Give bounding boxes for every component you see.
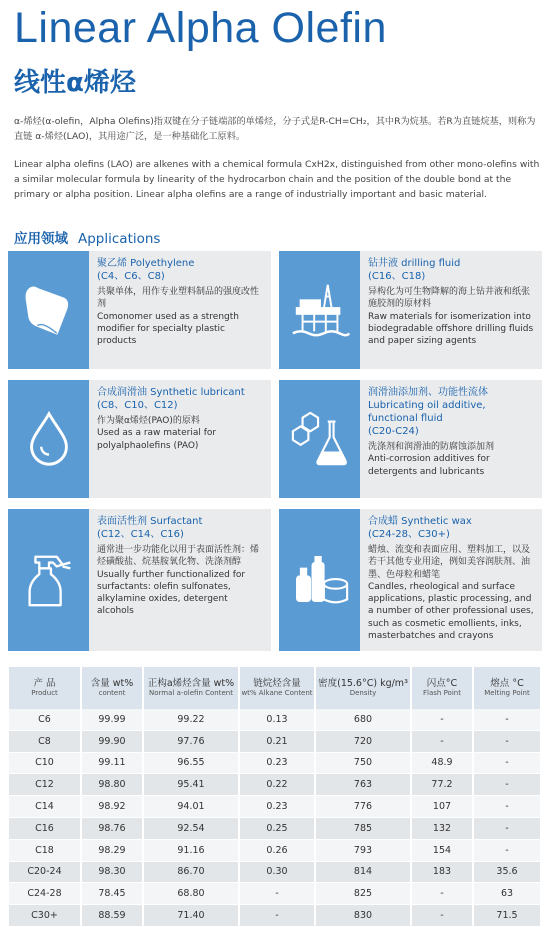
column-header: 密度(15.6°C) kg/m³ Density bbox=[315, 667, 411, 709]
card-heading: 聚乙烯 Polyethylene bbox=[97, 258, 195, 269]
table-cell: 0.21 bbox=[239, 730, 315, 752]
table-cell: 98.80 bbox=[81, 774, 143, 796]
table-cell: 132 bbox=[411, 817, 473, 839]
card-carbon-range: (C12、C14、C16) bbox=[97, 529, 184, 540]
card-carbon-range: (C16、C18) bbox=[368, 271, 426, 282]
card-desc-en: Anti-corrosion additives for detergents and lubricants bbox=[368, 454, 490, 477]
table-cell: C10 bbox=[9, 752, 81, 774]
card-desc-cn: 通常进一步功能化以用于表面活性剂：烯烃磺酸盐、烷基胺氧化物、洗涤剂醇 bbox=[97, 545, 260, 568]
column-header: 链烷烃含量 wt% Alkane Content bbox=[239, 667, 315, 709]
table-cell: - bbox=[411, 883, 473, 905]
table-row bbox=[9, 905, 541, 927]
table-cell: 785 bbox=[315, 817, 411, 839]
table-cell: C20-24 bbox=[9, 861, 81, 883]
table-cell: 91.16 bbox=[143, 839, 239, 861]
table-cell: 825 bbox=[315, 883, 411, 905]
table-cell: 63 bbox=[473, 883, 541, 905]
table-cell: - bbox=[239, 905, 315, 927]
application-card-polyethylene bbox=[8, 251, 271, 369]
table-row bbox=[9, 752, 541, 774]
table-row bbox=[9, 839, 541, 861]
card-desc-cn: 共聚单体，用作专业塑料制品的强度改性剂 bbox=[97, 287, 260, 310]
table-cell: C14 bbox=[9, 796, 81, 818]
column-header: 熔点 °C Melting Point bbox=[473, 667, 541, 709]
intro-english: Linear alpha olefins (LAO) are alkenes with a chemical formula CxH2x, distinguished from other mono-olefins with a similar molecular formula by linearity of the hydrocarbon chain and the position of the double bond at the primary or alpha position. Linear alpha olefins are a range of industrially important and basic material. bbox=[14, 159, 540, 200]
table-cell: 95.41 bbox=[143, 774, 239, 796]
cosmetics-icon bbox=[279, 509, 360, 651]
table-cell: 0.25 bbox=[239, 817, 315, 839]
column-header: 含量 wt% content bbox=[81, 667, 143, 709]
table-cell: 0.13 bbox=[239, 709, 315, 730]
table-cell: 98.29 bbox=[81, 839, 143, 861]
table-cell: 720 bbox=[315, 730, 411, 752]
card-desc-cn: 异构化为可生物降解的海上钻井液和纸张施胶剂的原材料 bbox=[368, 287, 531, 310]
table-row bbox=[9, 883, 541, 905]
spray-bottle-icon bbox=[8, 509, 89, 651]
table-cell: 99.11 bbox=[81, 752, 143, 774]
card-heading: 钻井液 drilling fluid bbox=[368, 258, 461, 269]
table-cell: - bbox=[473, 752, 541, 774]
card-desc-en: Raw materials for isomerization into biodegradable offshore drilling fluids and paper sizing agents bbox=[368, 311, 534, 347]
card-heading: 合成蜡 Synthetic wax bbox=[368, 516, 472, 527]
table-cell: - bbox=[411, 730, 473, 752]
table-cell: 88.59 bbox=[81, 905, 143, 927]
table-cell: 776 bbox=[315, 796, 411, 818]
table-cell: - bbox=[473, 839, 541, 861]
table-cell: 99.99 bbox=[81, 709, 143, 730]
chemistry-flask-icon bbox=[279, 380, 360, 498]
page-title: Linear Alpha Olefin bbox=[14, 4, 387, 52]
column-header: 闪点°C Flash Point bbox=[411, 667, 473, 709]
table-cell: 830 bbox=[315, 905, 411, 927]
table-cell: 793 bbox=[315, 839, 411, 861]
card-desc-en: Used as a raw material for polyalphaolefins (PAO) bbox=[97, 428, 217, 451]
table-cell: 0.23 bbox=[239, 796, 315, 818]
intro-chinese: α-烯烃(α-olefin，Alpha Olefins)指双键在分子链端部的单烯烃，分子式是R-CH=CH₂，其中R为烷基。若R为直链烷基，则称为直链 α-烯烃(LAO)，其用途广泛，是一种基础化工原料。 bbox=[14, 116, 536, 142]
table-cell: - bbox=[473, 817, 541, 839]
application-card-drilling-fluid bbox=[279, 251, 542, 369]
table-cell: 68.80 bbox=[143, 883, 239, 905]
table-cell: - bbox=[473, 730, 541, 752]
card-heading: 表面活性剂 Surfactant bbox=[97, 516, 203, 527]
card-desc-en: Usually further functionalized for surfactants: olefin sulfonates, alkylamine oxides, detergent alcohols bbox=[97, 569, 246, 617]
page-subtitle: 线性α烯烃 bbox=[14, 68, 136, 98]
table-row bbox=[9, 796, 541, 818]
table-cell: 98.30 bbox=[81, 861, 143, 883]
card-desc-en: Candles, rheological and surface applications, plastic processing, and a number of other professional uses, such as cosmetic emollients, inks, masterbatches and crayons bbox=[368, 581, 534, 642]
table-row bbox=[9, 817, 541, 839]
table-cell: - bbox=[473, 774, 541, 796]
table-cell: 86.70 bbox=[143, 861, 239, 883]
table-cell: 183 bbox=[411, 861, 473, 883]
table-cell: 763 bbox=[315, 774, 411, 796]
column-header: 正构a烯烃含量 wt% Normal a-olefin Content bbox=[143, 667, 239, 709]
section-heading-cn: 应用领域 bbox=[14, 231, 68, 247]
application-card-lubricating-oil-additive bbox=[279, 380, 542, 498]
section-heading-en: Applications bbox=[78, 231, 161, 247]
table-cell: 48.9 bbox=[411, 752, 473, 774]
table-cell: C12 bbox=[9, 774, 81, 796]
table-cell: 77.2 bbox=[411, 774, 473, 796]
table-cell: 99.90 bbox=[81, 730, 143, 752]
card-desc-cn: 作为聚α烯烃(PAO)的原料 bbox=[97, 416, 200, 426]
table-cell: - bbox=[411, 709, 473, 730]
table-cell: 98.92 bbox=[81, 796, 143, 818]
application-card-synthetic-wax bbox=[279, 509, 542, 651]
table-cell: 78.45 bbox=[81, 883, 143, 905]
table-cell: 0.30 bbox=[239, 861, 315, 883]
table-cell: - bbox=[473, 709, 541, 730]
table-cell: 94.01 bbox=[143, 796, 239, 818]
table-cell: 0.22 bbox=[239, 774, 315, 796]
card-carbon-range: (C24-28、C30+) bbox=[368, 529, 450, 540]
table-cell: C16 bbox=[9, 817, 81, 839]
table-row bbox=[9, 861, 541, 883]
table-cell: 71.40 bbox=[143, 905, 239, 927]
table-cell: - bbox=[411, 905, 473, 927]
card-desc-en: Comonomer used as a strength modifier for specialty plastic products bbox=[97, 311, 239, 347]
card-desc-cn: 蜡烛、流变和表面应用、塑料加工，以及若干其他专业用途，例如美容润肤剂、油墨、色母粒和蜡笔 bbox=[368, 545, 531, 580]
table-cell: 814 bbox=[315, 861, 411, 883]
table-cell: 98.76 bbox=[81, 817, 143, 839]
table-cell: C8 bbox=[9, 730, 81, 752]
table-cell: 99.22 bbox=[143, 709, 239, 730]
plastic-film-roll-icon bbox=[8, 251, 89, 369]
card-heading: 润滑油添加剂、功能性流体 Lubricating oil additive, functional fluid bbox=[368, 387, 488, 424]
table-cell: 96.55 bbox=[143, 752, 239, 774]
table-cell: 71.5 bbox=[473, 905, 541, 927]
table-cell: 750 bbox=[315, 752, 411, 774]
table-header-row bbox=[9, 667, 541, 709]
table-cell: - bbox=[473, 796, 541, 818]
application-card-surfactant bbox=[8, 509, 271, 651]
table-cell: C24-28 bbox=[9, 883, 81, 905]
table-row bbox=[9, 730, 541, 752]
table-cell: 0.26 bbox=[239, 839, 315, 861]
table-cell: C30+ bbox=[9, 905, 81, 927]
table-cell: 107 bbox=[411, 796, 473, 818]
table-cell: - bbox=[239, 883, 315, 905]
table-cell: C18 bbox=[9, 839, 81, 861]
table-cell: 92.54 bbox=[143, 817, 239, 839]
oil-rig-icon bbox=[279, 251, 360, 369]
table-cell: 154 bbox=[411, 839, 473, 861]
card-heading: 合成润滑油 Synthetic lubricant bbox=[97, 387, 245, 398]
table-row bbox=[9, 709, 541, 730]
product-spec-table bbox=[9, 667, 542, 927]
card-carbon-range: (C8、C10、C12) bbox=[97, 400, 178, 411]
oil-drop-icon bbox=[8, 380, 89, 498]
table-cell: 35.6 bbox=[473, 861, 541, 883]
table-cell: 0.23 bbox=[239, 752, 315, 774]
card-carbon-range: (C20-C24) bbox=[368, 426, 419, 437]
table-cell: C6 bbox=[9, 709, 81, 730]
application-card-synthetic-lubricant bbox=[8, 380, 271, 498]
table-cell: 97.76 bbox=[143, 730, 239, 752]
column-header: 产 品 Product bbox=[9, 667, 81, 709]
table-cell: 680 bbox=[315, 709, 411, 730]
section-heading bbox=[14, 227, 160, 247]
table-row bbox=[9, 774, 541, 796]
card-carbon-range: (C4、C6、C8) bbox=[97, 271, 165, 282]
card-desc-cn: 洗涤剂和润滑油的防腐蚀添加剂 bbox=[368, 442, 495, 452]
